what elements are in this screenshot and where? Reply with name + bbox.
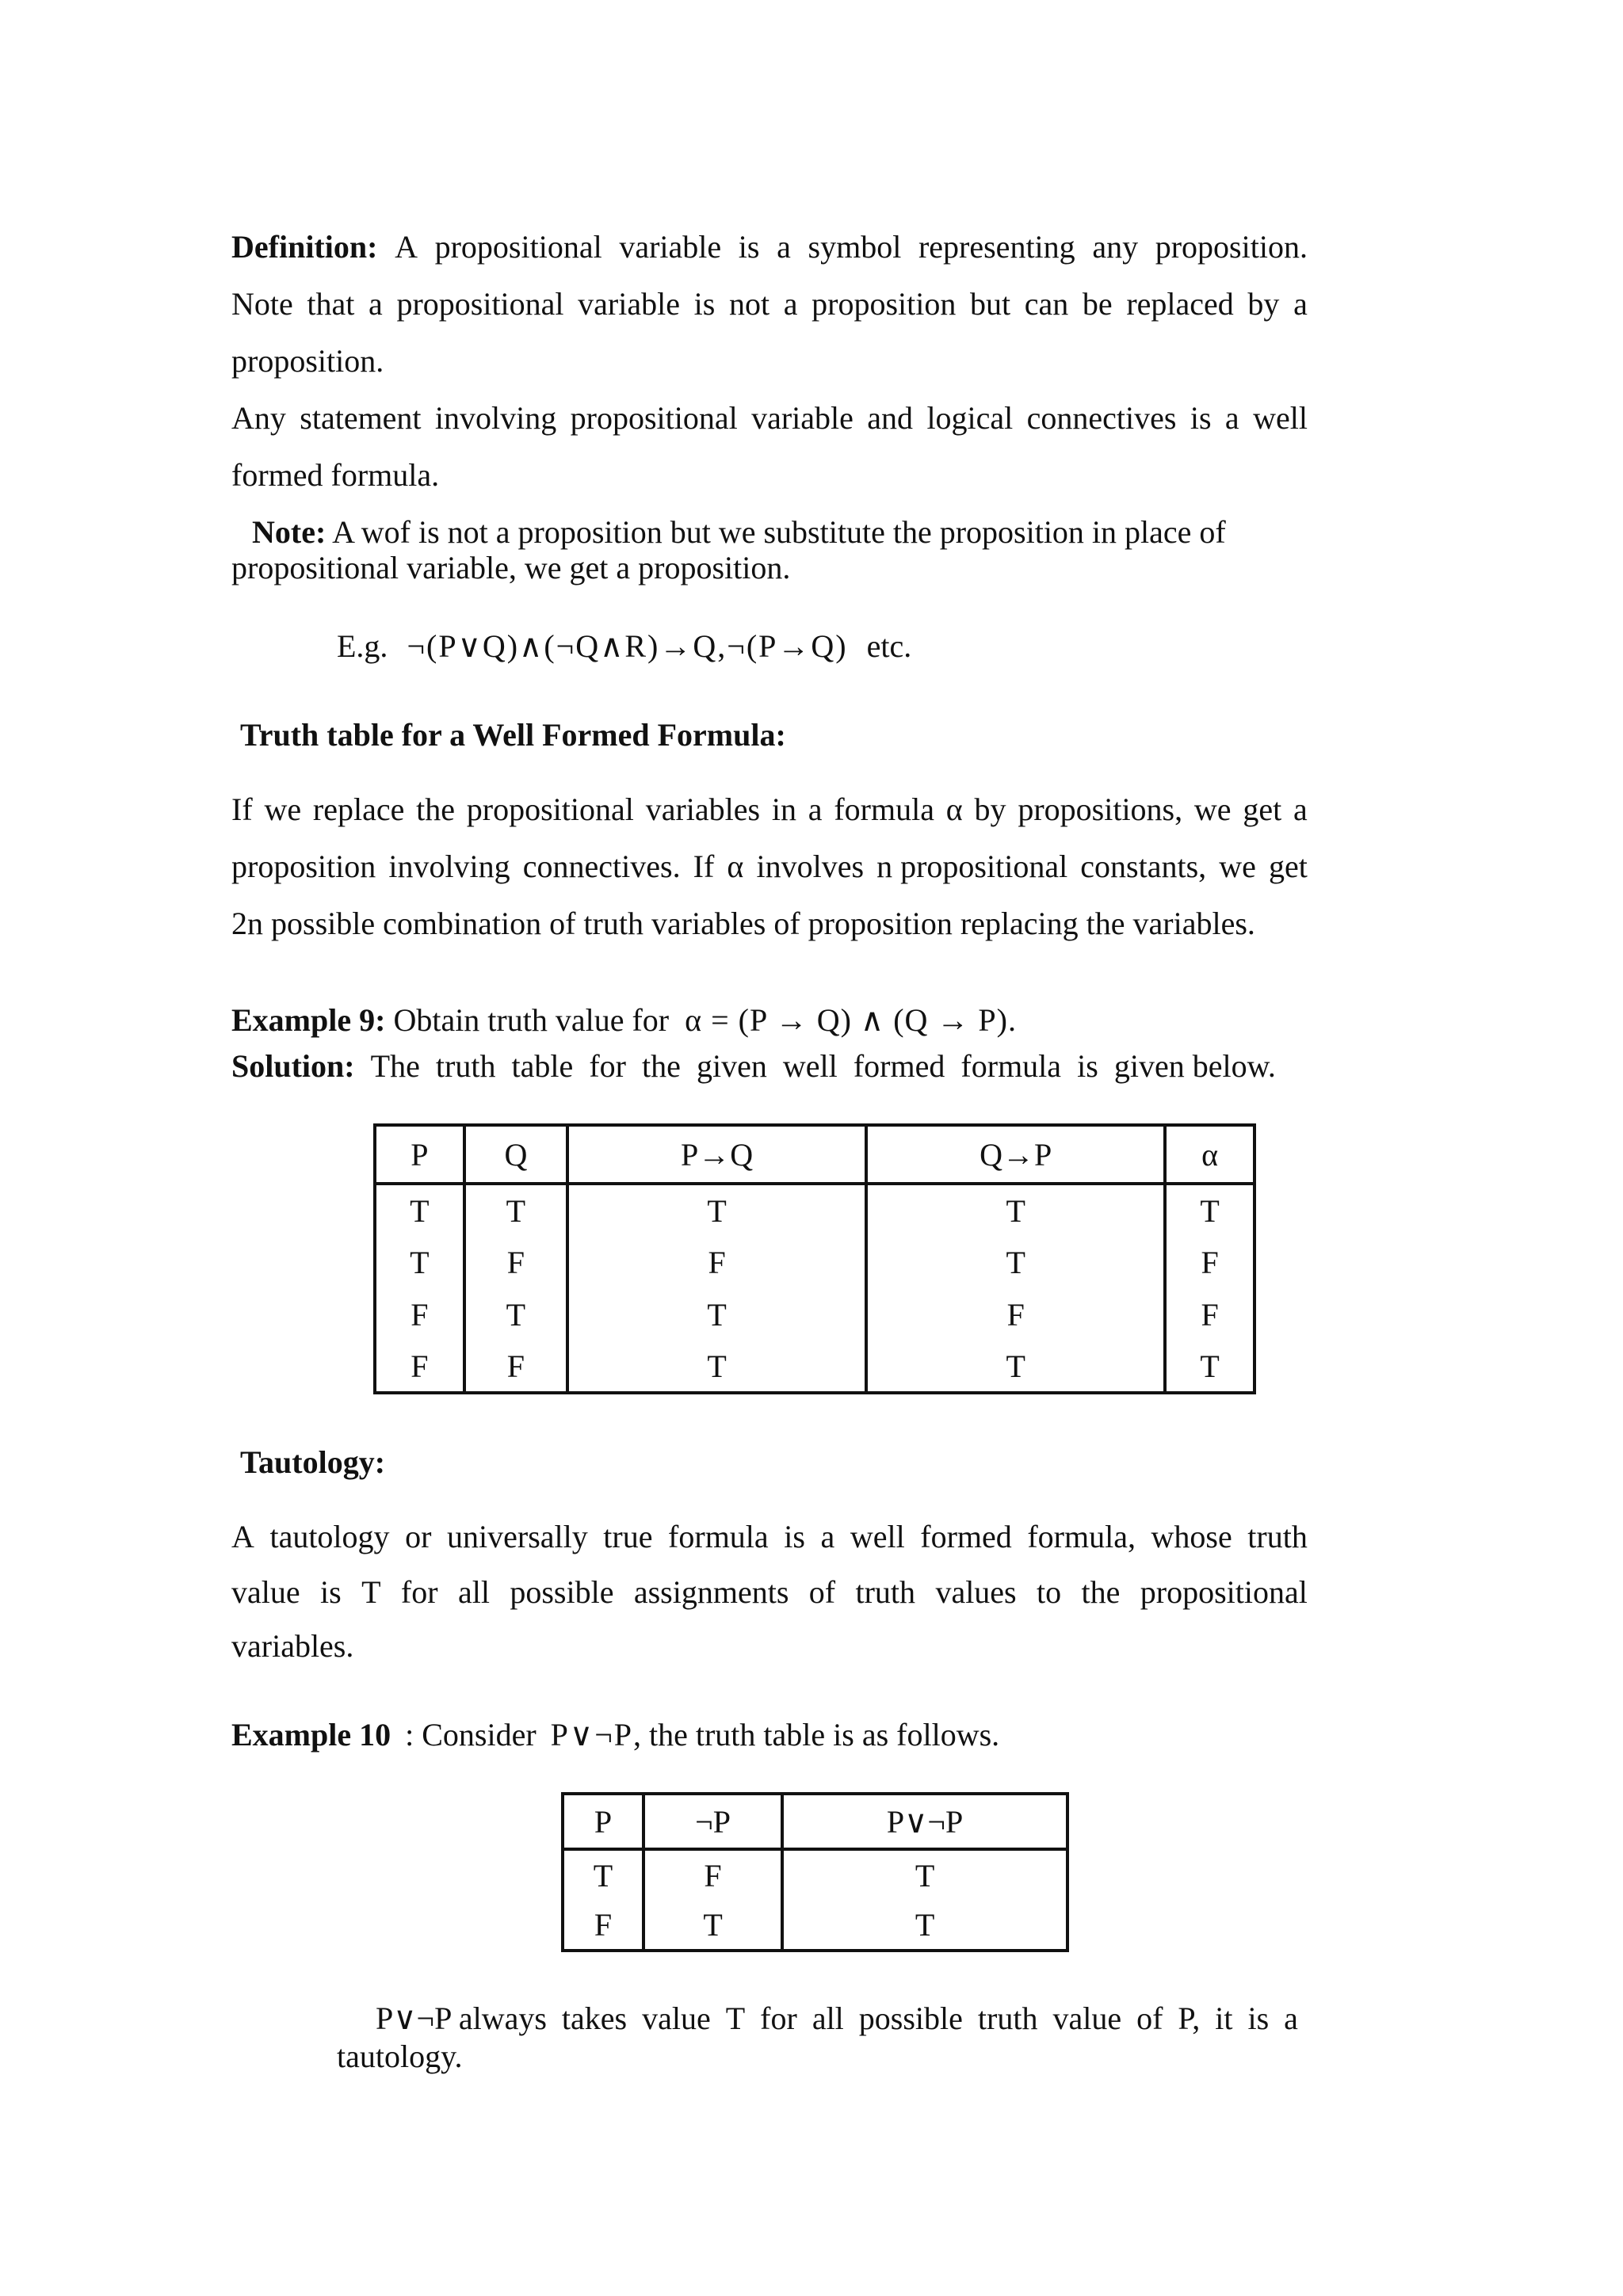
table2-cell: T — [782, 1849, 1067, 1900]
table1-cell: T — [567, 1184, 866, 1236]
tautology-line-2-word: of — [808, 1574, 836, 1610]
definition-line-2-word: be — [1082, 286, 1113, 322]
definition-line-1-word: propositional — [434, 229, 602, 265]
definition-line-4-word: statement — [300, 400, 422, 436]
example10-line — [231, 1719, 999, 1751]
truth-table-heading: Truth table for a Well Formed Formula: — [240, 717, 786, 753]
definition-line-5: formed formula. — [231, 457, 440, 493]
tautology-line-1-word: universally — [447, 1519, 588, 1554]
table2-header-cell: ¬P — [643, 1794, 782, 1849]
example9-text: Obtain truth value for — [393, 1002, 670, 1038]
table1-cell: T — [866, 1236, 1165, 1288]
definition-line-2 — [231, 288, 1308, 320]
table2-header-cell: P∨¬P — [782, 1794, 1067, 1849]
definition-line-4-word: well — [1253, 400, 1308, 436]
truth-section-line-1-word: we — [1193, 791, 1232, 827]
definition-label: Definition: — [231, 229, 378, 265]
tautology-line-1-word: tautology — [269, 1519, 390, 1554]
table2-cell: F — [563, 1900, 643, 1951]
solution-word: truth — [435, 1048, 496, 1084]
table2-cell: T — [643, 1900, 782, 1951]
definition-line-3: proposition. — [231, 343, 384, 379]
table1-cell: F — [567, 1236, 866, 1288]
table1-cell: F — [464, 1236, 567, 1288]
definition-line-2-word: a — [1293, 286, 1308, 322]
eg-formula: ¬(P∨Q)∧(¬Q∧R)→Q,¬(P→Q) — [407, 628, 848, 664]
definition-line-1 — [231, 231, 1308, 263]
truth-section-line-1 — [231, 791, 1308, 827]
table1-cell: T — [1165, 1184, 1254, 1236]
eg-suffix: etc. — [866, 628, 912, 664]
tautology-line-2-word: values — [935, 1574, 1017, 1610]
definition-line-4-word: and — [867, 400, 914, 436]
truth-section-line-2-word: we — [1219, 849, 1256, 884]
definition-line-4-word: logical — [926, 400, 1014, 436]
definition-line-2-word: is — [693, 286, 716, 322]
example9-label: Example 9: — [231, 1002, 386, 1038]
definition-line-4-word: propositional — [570, 400, 738, 436]
definition-line-4 — [231, 402, 1308, 434]
table1-cell: T — [567, 1288, 866, 1341]
solution-line — [231, 1048, 1276, 1084]
truth-section-line-1-word: If — [231, 791, 253, 827]
definition-line-1-word: A — [395, 229, 418, 265]
table1-cell: T — [866, 1341, 1165, 1393]
truth-section-line-1-word: propositional — [466, 791, 634, 827]
table2-header-cell: P — [563, 1794, 643, 1849]
table2-cell: T — [563, 1849, 643, 1900]
table1-cell: F — [866, 1288, 1165, 1341]
conclusion-line-1-word: value — [1052, 2000, 1122, 2036]
tautology-line-2-word: all — [457, 1574, 490, 1610]
table1-cell: T — [464, 1288, 567, 1341]
conclusion-line-1-word: takes — [561, 2000, 628, 2036]
definition-line-4-word: variable — [751, 400, 854, 436]
tautology-line-1-word: whose — [1151, 1519, 1232, 1554]
table1-row — [375, 1184, 1254, 1236]
definition-line-2-word: that — [307, 286, 355, 322]
table1-row — [375, 1236, 1254, 1288]
conclusion-line-1-word: is — [1247, 2000, 1270, 2036]
conclusion-line-1 — [376, 2000, 1298, 2036]
definition-line-1-word: any — [1092, 229, 1139, 265]
truth-section-line-1-word: get — [1243, 791, 1282, 827]
tautology-line-1-word: or — [405, 1519, 432, 1554]
tautology-line-3: variables. — [231, 1628, 354, 1664]
tautology-line-2-word: the — [1081, 1574, 1121, 1610]
definition-line-2-word: by — [1247, 286, 1280, 322]
definition-line-2-word: not — [728, 286, 770, 322]
solution-word: given below. — [1113, 1048, 1276, 1084]
definition-line-1-word: a — [777, 229, 791, 265]
truth-section-line-2-word: If — [693, 849, 715, 884]
tautology-line-2-word: for — [400, 1574, 438, 1610]
tautology-line-2-word: truth — [855, 1574, 916, 1610]
conclusion-line-1-word: possible — [858, 2000, 963, 2036]
truth-section-line-1-word: variables — [645, 791, 761, 827]
definition-line-2-word: but — [970, 286, 1011, 322]
conclusion-line-1-word: for — [760, 2000, 797, 2036]
solution-label: Solution: — [231, 1048, 355, 1084]
conclusion-line-1-word: all — [812, 2000, 844, 2036]
table1-header-cell: Q→P — [866, 1125, 1165, 1184]
definition-line-2-word: a — [369, 286, 383, 322]
tautology-line-1-word: a — [820, 1519, 835, 1554]
truth-section-line-2-word: involving — [388, 849, 510, 884]
tautology-line-2-word: assignments — [633, 1574, 789, 1610]
truth-section-line-2-word: constants, — [1080, 849, 1207, 884]
tautology-line-1-word: is — [784, 1519, 805, 1554]
example-eg-line — [337, 628, 912, 664]
table1-cell: F — [375, 1341, 464, 1393]
tautology-line-1-word: A — [231, 1519, 254, 1554]
truth-section-line-1-word: formula — [834, 791, 934, 827]
solution-word: formula — [960, 1048, 1062, 1084]
definition-line-1-word: variable — [619, 229, 722, 265]
solution-word: given — [696, 1048, 767, 1084]
tautology-line-1-word: truth — [1247, 1519, 1308, 1554]
tautology-line-2-word: is — [320, 1574, 342, 1610]
definition-line-2-word: variable — [578, 286, 680, 322]
note-line-1 — [252, 514, 1226, 550]
table1-cell: T — [567, 1341, 866, 1393]
table1-cell: F — [1165, 1288, 1254, 1341]
table1-cell: T — [1165, 1341, 1254, 1393]
tautology-line-2-word: T — [361, 1574, 381, 1610]
note-label: Note: — [252, 514, 327, 550]
truth-section-line-2-word: get — [1269, 849, 1308, 884]
table2-row — [563, 1900, 1067, 1951]
tautology-line-1 — [231, 1521, 1308, 1553]
conclusion-line-1-word: value — [642, 2000, 711, 2036]
definition-line-1-word: is — [738, 229, 760, 265]
truth-section-line-1-word: propositions, — [1018, 791, 1183, 827]
table1-cell: F — [1165, 1236, 1254, 1288]
truth-section-line-2-word: α — [727, 849, 744, 884]
table1-header-cell: α — [1165, 1125, 1254, 1184]
truth-section-line-1-word: in — [771, 791, 796, 827]
table1-cell: T — [866, 1184, 1165, 1236]
example9-line — [231, 1002, 1017, 1038]
definition-line-4-word: Any — [231, 400, 286, 436]
eg-prefix: E.g. — [337, 628, 388, 664]
truth-section-line-2 — [231, 851, 1308, 883]
definition-line-4-word: connectives — [1026, 400, 1177, 436]
definition-line-4-word: a — [1224, 400, 1239, 436]
tautology-line-2-word: possible — [510, 1574, 614, 1610]
table1-cell: T — [375, 1236, 464, 1288]
table2-cell: T — [782, 1900, 1067, 1951]
truth-table-example9 — [373, 1123, 1256, 1394]
table1-cell: T — [375, 1184, 464, 1236]
truth-section-line-1-word: a — [1293, 791, 1308, 827]
table1-row — [375, 1288, 1254, 1341]
note-text-1: A wof is not a proposition but we substitute the proposition in place of — [332, 514, 1226, 550]
table1-cell: T — [464, 1184, 567, 1236]
table1-cell: F — [375, 1288, 464, 1341]
solution-word: table — [511, 1048, 574, 1084]
example9-formula: α = (P → Q) ∧ (Q → P). — [685, 1002, 1017, 1038]
tautology-heading: Tautology: — [240, 1444, 386, 1480]
table2-cell: F — [643, 1849, 782, 1900]
example10-text-before: : Consider — [405, 1717, 537, 1753]
solution-word: The — [370, 1048, 420, 1084]
table1-cell: F — [464, 1341, 567, 1393]
truth-section-line-1-word: a — [808, 791, 823, 827]
definition-line-2-word: proposition — [812, 286, 957, 322]
conclusion-line-2: tautology. — [337, 2039, 463, 2074]
truth-section-line-2-word: proposition — [231, 849, 376, 884]
truth-section-line-3: 2n possible combination of truth variables of proposition replacing the variables. — [231, 906, 1255, 941]
table1-header-cell: Q — [464, 1125, 567, 1184]
example10-text-after: , the truth table is as follows. — [633, 1717, 1000, 1753]
definition-line-2-word: can — [1024, 286, 1069, 322]
table2-row — [563, 1849, 1067, 1900]
tautology-line-2 — [231, 1574, 1308, 1610]
tautology-line-1-word: formula — [668, 1519, 769, 1554]
conclusion-line-1-word: a — [1284, 2000, 1298, 2036]
truth-section-line-1-word: the — [416, 791, 455, 827]
truth-section-line-2-word: involves — [756, 849, 865, 884]
solution-word: is — [1077, 1048, 1098, 1084]
truth-section-line-2-word: connectives. — [522, 849, 681, 884]
definition-line-2-word: propositional — [396, 286, 564, 322]
solution-word: well — [782, 1048, 838, 1084]
definition-line-1-word: representing — [918, 229, 1075, 265]
truth-section-line-1-word: we — [264, 791, 302, 827]
table1-header-cell: P→Q — [567, 1125, 866, 1184]
truth-section-line-1-word: by — [974, 791, 1006, 827]
tautology-line-2-word: propositional — [1140, 1574, 1308, 1610]
tautology-line-1-word: true — [603, 1519, 653, 1554]
conclusion-line-1-word: it — [1215, 2000, 1233, 2036]
conclusion-line-1-word: P∨¬P always — [376, 2000, 547, 2036]
truth-section-line-1-word: α — [945, 791, 963, 827]
conclusion-line-1-word: of — [1136, 2000, 1163, 2036]
definition-line-2-word: replaced — [1126, 286, 1234, 322]
tautology-line-1-word: well — [850, 1519, 905, 1554]
conclusion-line-1-word: T — [725, 2000, 746, 2036]
table1-header-cell: P — [375, 1125, 464, 1184]
solution-word: formed — [853, 1048, 945, 1084]
solution-word: for — [589, 1048, 626, 1084]
definition-line-4-word: involving — [434, 400, 557, 436]
definition-line-4-word: is — [1190, 400, 1212, 436]
definition-line-1-word: symbol — [808, 229, 902, 265]
tautology-line-1-word: formula, — [1027, 1519, 1136, 1554]
truth-table-example10 — [561, 1792, 1069, 1952]
definition-line-2-word: Note — [231, 286, 293, 322]
tautology-line-2-word: value — [231, 1574, 300, 1610]
definition-line-1-word: proposition. — [1155, 229, 1308, 265]
definition-line-2-word: a — [783, 286, 798, 322]
table1-row — [375, 1341, 1254, 1393]
note-line-2: propositional variable, we get a proposition. — [231, 550, 791, 585]
truth-section-line-1-word: replace — [312, 791, 405, 827]
example10-label: Example 10 — [231, 1717, 391, 1753]
conclusion-line-1-word: P, — [1178, 2000, 1201, 2036]
example10-formula: P∨¬P — [550, 1717, 633, 1753]
tautology-line-2-word: to — [1037, 1574, 1062, 1610]
truth-section-line-2-word: n propositional — [876, 849, 1068, 884]
conclusion-line-1-word: truth — [977, 2000, 1038, 2036]
tautology-line-1-word: formed — [920, 1519, 1012, 1554]
solution-word: the — [642, 1048, 681, 1084]
